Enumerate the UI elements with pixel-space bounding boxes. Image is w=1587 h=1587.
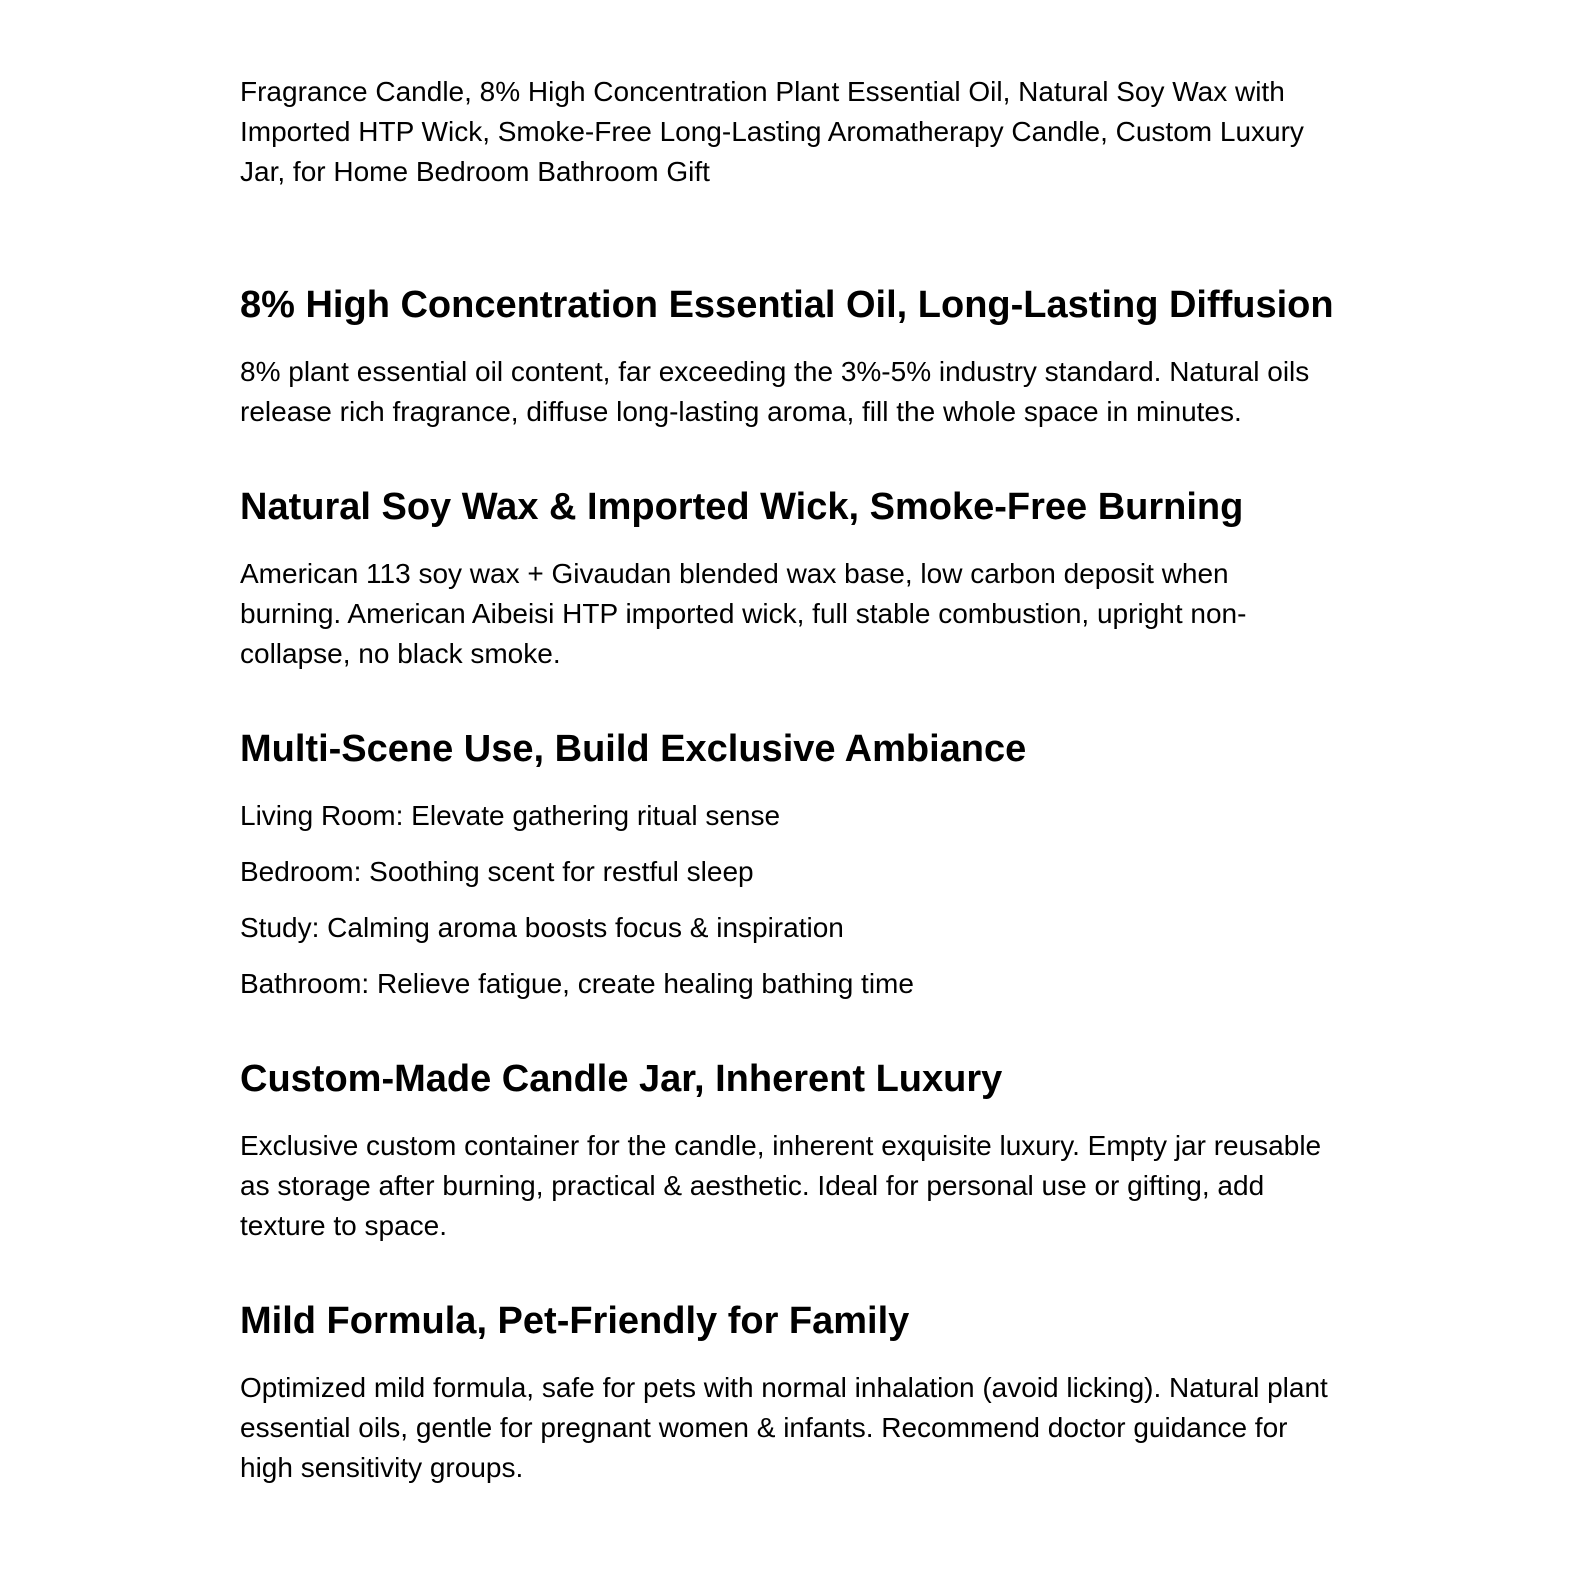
section-paragraph: Exclusive custom container for the candle, inherent exquisite luxury. Empty jar reusable as storage after burning, practical & aesthetic. Ideal for personal use or gifting, add texture to space. <box>240 1130 1322 1241</box>
section-soy-wax <box>240 480 1335 674</box>
scene-item-study: Study: Calming aroma boosts focus & inspiration <box>240 912 844 943</box>
section-essential-oil <box>240 278 1335 432</box>
scene-item-living-room: Living Room: Elevate gathering ritual sense <box>240 800 781 831</box>
section-heading-multi-scene: Multi-Scene Use, Build Exclusive Ambiance <box>240 728 1027 770</box>
section-paragraph: 8% plant essential oil content, far exceeding the 3%-5% industry standard. Natural oils release rich fragrance, diffuse long-lasting aroma, fill the whole space in minutes. <box>240 356 1310 427</box>
section-heading-candle-jar: Custom-Made Candle Jar, Inherent Luxury <box>240 1058 1003 1100</box>
scene-item-bathroom: Bathroom: Relieve fatigue, create healing bathing time <box>240 968 914 999</box>
section-mild-formula <box>240 1294 1335 1488</box>
section-multi-scene <box>240 722 1335 1004</box>
section-candle-jar <box>240 1052 1335 1246</box>
section-paragraph: Optimized mild formula, safe for pets with normal inhalation (avoid licking). Natural plant essential oils, gentle for pregnant women & infants. Recommend doctor guidance for high sensitivity groups. <box>240 1372 1328 1483</box>
section-heading-mild-formula: Mild Formula, Pet-Friendly for Family <box>240 1300 910 1342</box>
product-title: Fragrance Candle, 8% High Concentration Plant Essential Oil, Natural Soy Wax with Imported HTP Wick, Smoke-Free Long-Lasting Aromatherapy Candle, Custom Luxury Jar, for Home Bedroom Bathroom Gift <box>240 76 1304 187</box>
section-heading-soy-wax: Natural Soy Wax & Imported Wick, Smoke-Free Burning <box>240 486 1244 528</box>
section-heading-essential-oil: 8% High Concentration Essential Oil, Long-Lasting Diffusion <box>240 284 1334 326</box>
scene-item-bedroom: Bedroom: Soothing scent for restful sleep <box>240 856 754 887</box>
section-paragraph: American 113 soy wax + Givaudan blended wax base, low carbon deposit when burning. American Aibeisi HTP imported wick, full stable combustion, upright non-collapse, no black smoke. <box>240 558 1247 669</box>
